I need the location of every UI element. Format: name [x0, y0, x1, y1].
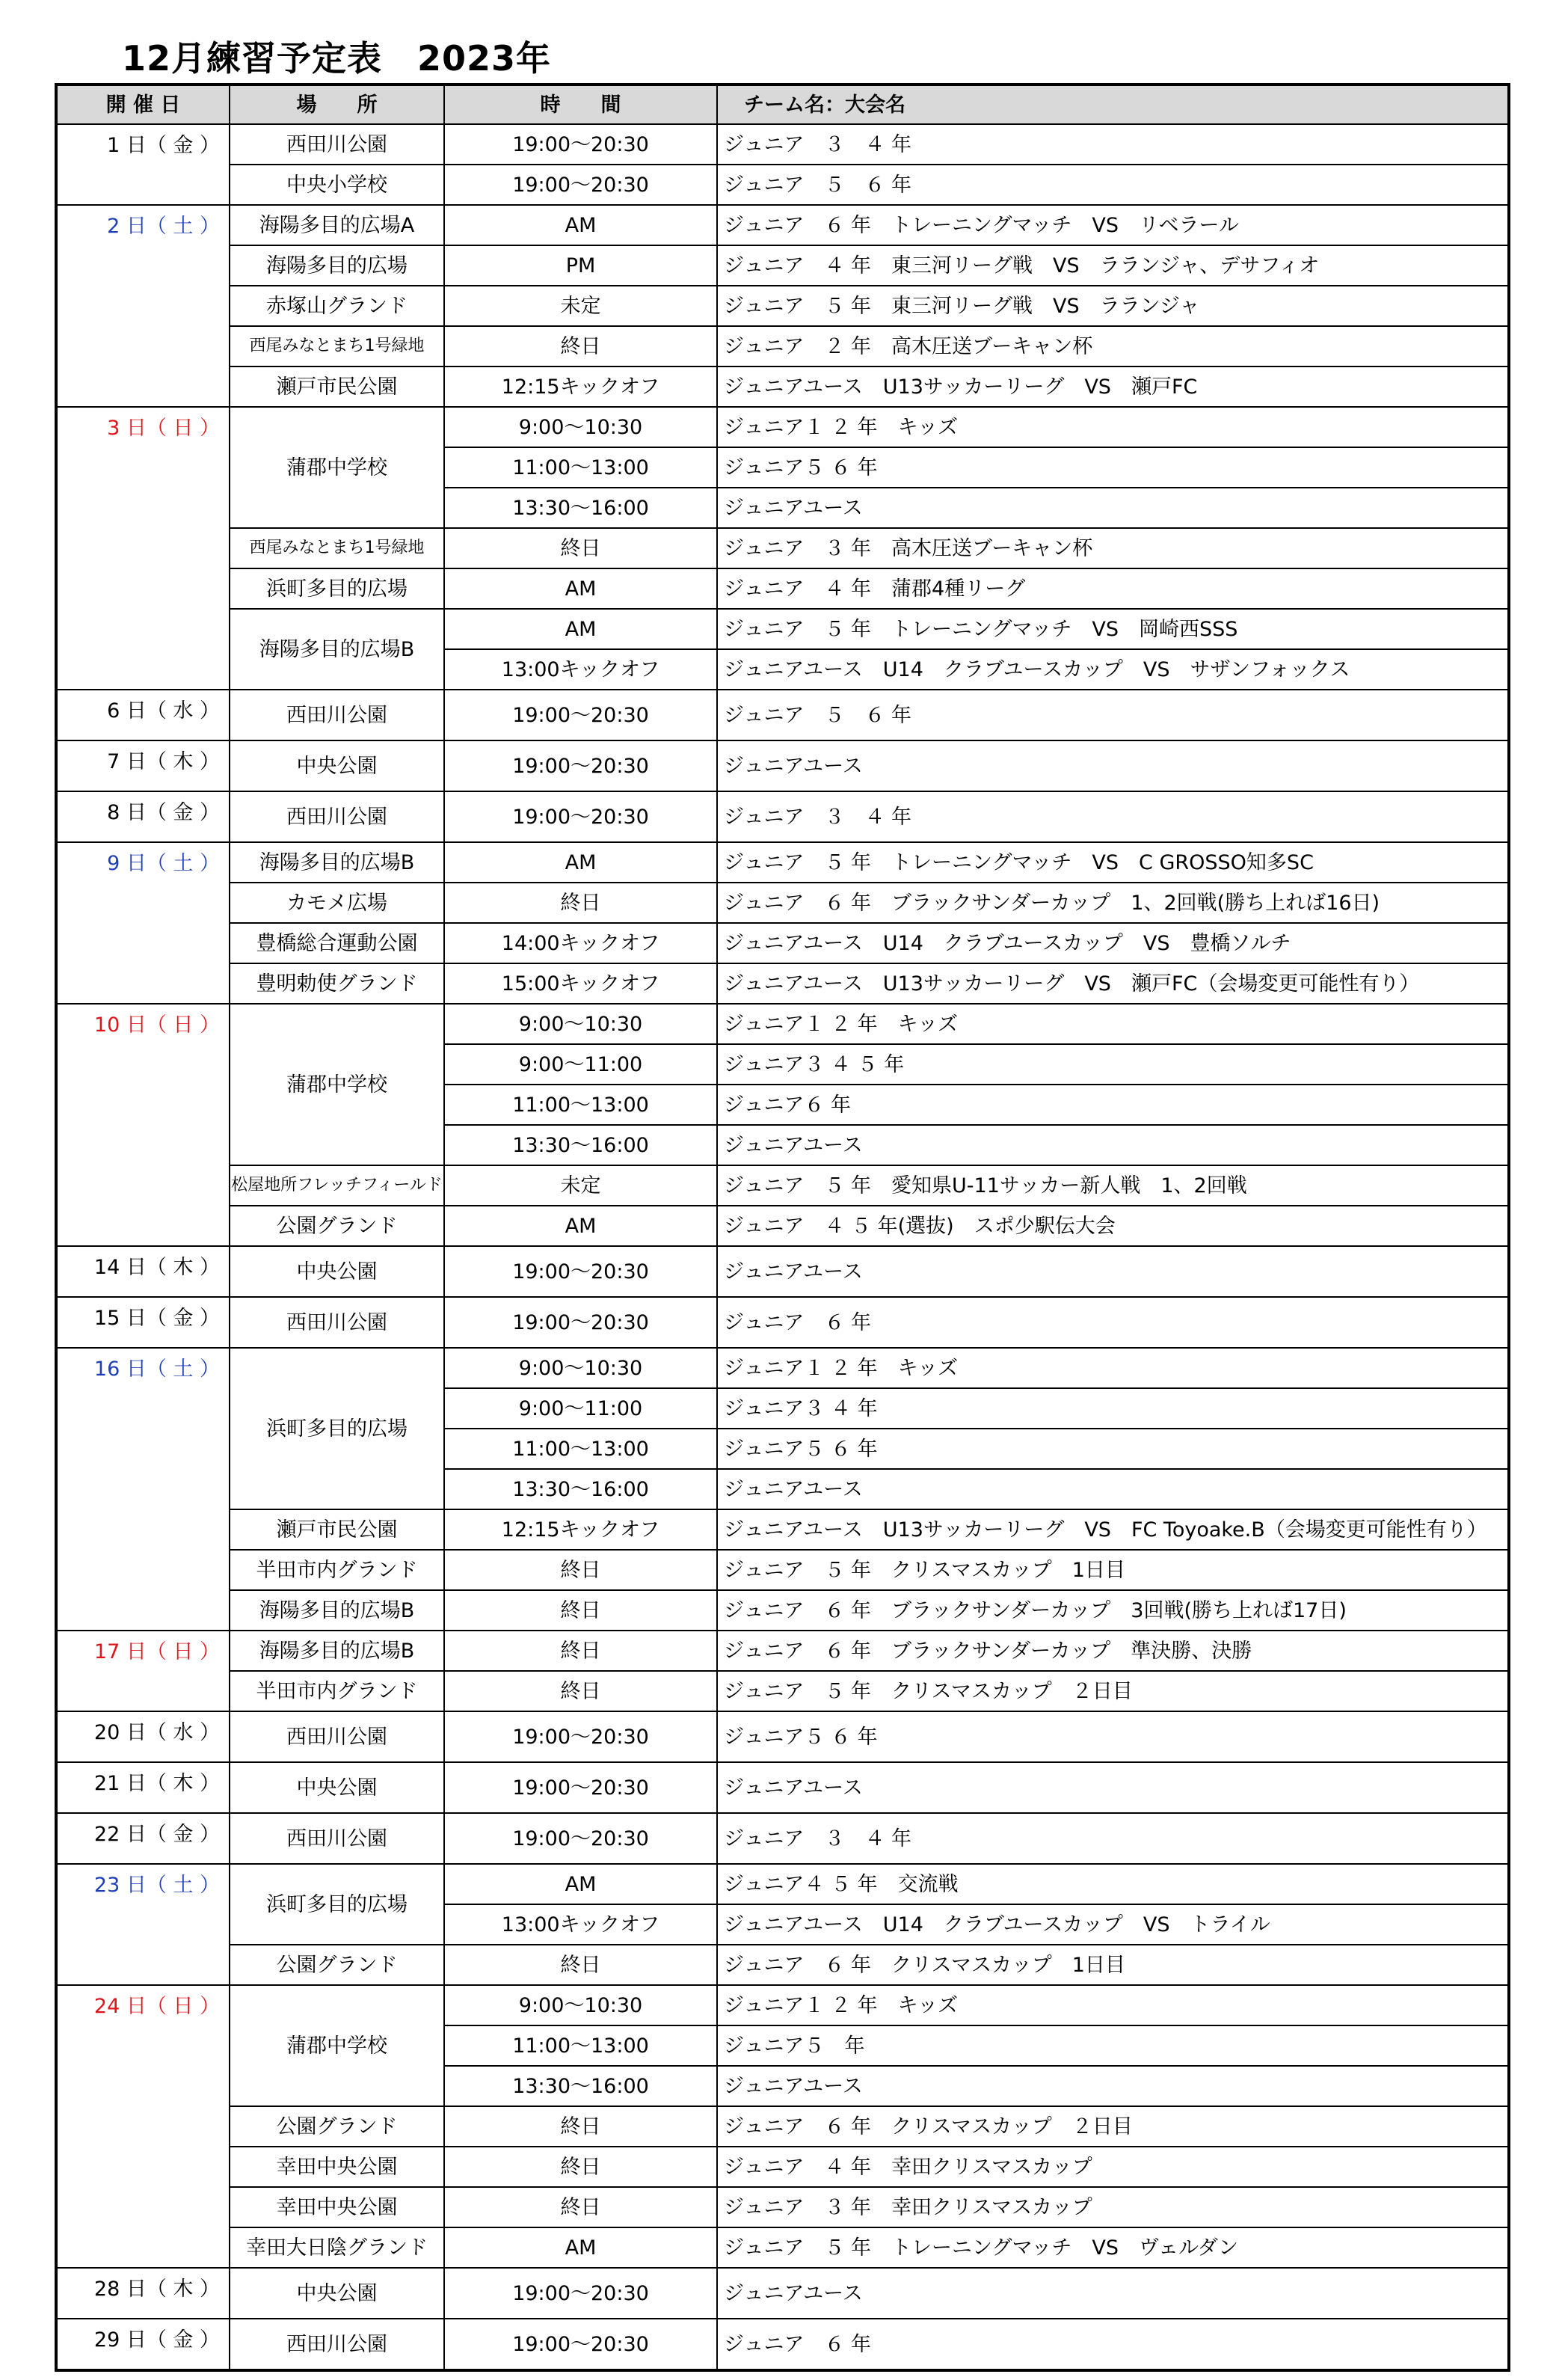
date-cell: 9 日（ 土 ）	[56, 842, 230, 1004]
time-cell: 15:00キックオフ	[444, 963, 717, 1004]
time-cell: 11:00～13:00	[444, 1429, 717, 1469]
team-event-cell: ジュニア６ 年	[717, 1085, 1509, 1125]
date-cell: 15 日（ 金 ）	[56, 1297, 230, 1348]
practice-schedule-table	[55, 83, 1510, 2372]
time-cell: 終日	[444, 528, 717, 568]
team-event-cell: ジュニア ５ 年 トレーニングマッチ VS C GROSSO知多SC	[717, 842, 1509, 883]
time-cell: 19:00～20:30	[444, 1246, 717, 1297]
table-row	[56, 124, 1509, 165]
team-event-cell: ジュニア ５ 年 クリスマスカップ ２日目	[717, 1671, 1509, 1711]
time-cell: 終日	[444, 326, 717, 366]
venue-cell: 浜町多目的広場	[230, 1348, 444, 1509]
team-event-cell: ジュニア ５ 年 トレーニングマッチ VS 岡崎西SSS	[717, 609, 1509, 649]
date-cell: 20 日（ 水 ）	[56, 1711, 230, 1762]
venue-cell: 公園グランド	[230, 1206, 444, 1246]
date-cell: 24 日（ 日 ）	[56, 1985, 230, 2268]
team-event-cell: ジュニア ６ 年 トレーニングマッチ VS リベラール	[717, 205, 1509, 245]
table-row	[56, 2106, 1509, 2147]
time-cell: 13:30～16:00	[444, 488, 717, 528]
time-cell: 13:00キックオフ	[444, 649, 717, 690]
time-cell: 12:15キックオフ	[444, 1509, 717, 1550]
table-row	[56, 1348, 1509, 1388]
date-cell: 23 日（ 土 ）	[56, 1864, 230, 1985]
table-row	[56, 1945, 1509, 1985]
table-row	[56, 2187, 1509, 2227]
venue-cell: 瀬戸市民公園	[230, 366, 444, 407]
time-cell: AM	[444, 842, 717, 883]
date-cell: 2 日（ 土 ）	[56, 205, 230, 407]
time-cell: 19:00～20:30	[444, 1762, 717, 1813]
team-event-cell: ジュニア ５ ６ 年	[717, 165, 1509, 205]
team-event-cell: ジュニア ６ 年 ブラックサンダーカップ 1、2回戦(勝ち上れば16日)	[717, 883, 1509, 923]
team-event-cell: ジュニアユース	[717, 1469, 1509, 1509]
table-row	[56, 407, 1509, 447]
table-row	[56, 366, 1509, 407]
venue-cell: 西田川公園	[230, 690, 444, 740]
date-cell: 6 日（ 水 ）	[56, 690, 230, 740]
table-row	[56, 2319, 1509, 2370]
venue-cell: 西田川公園	[230, 1711, 444, 1762]
team-event-cell: ジュニア ５ 年 トレーニングマッチ VS ヴェルダン	[717, 2227, 1509, 2268]
date-cell: 28 日（ 木 ）	[56, 2268, 230, 2319]
table-row	[56, 1631, 1509, 1671]
team-event-cell: ジュニア ４ ５ 年(選抜) スポ少駅伝大会	[717, 1206, 1509, 1246]
time-cell: 11:00～13:00	[444, 2025, 717, 2066]
time-cell: 終日	[444, 883, 717, 923]
venue-cell: 中央公園	[230, 740, 444, 791]
team-event-cell: ジュニア ４ 年 蒲郡4種リーグ	[717, 568, 1509, 609]
table-row	[56, 326, 1509, 366]
venue-cell: 海陽多目的広場B	[230, 842, 444, 883]
table-row	[56, 923, 1509, 963]
venue-cell: 海陽多目的広場B	[230, 1631, 444, 1671]
time-cell: 13:30～16:00	[444, 1469, 717, 1509]
date-cell: 10 日（ 日 ）	[56, 1004, 230, 1246]
venue-cell: 西田川公園	[230, 1813, 444, 1864]
time-cell: 9:00～10:30	[444, 1985, 717, 2025]
venue-cell: 西尾みなとまち1号緑地	[230, 326, 444, 366]
time-cell: 9:00～10:30	[444, 1004, 717, 1044]
date-cell: 29 日（ 金 ）	[56, 2319, 230, 2370]
time-cell: 19:00～20:30	[444, 791, 717, 842]
team-event-cell: ジュニアユース U14 クラブユースカップ VS 豊橋ソルチ	[717, 923, 1509, 963]
team-event-cell: ジュニア１ ２ 年 キッズ	[717, 407, 1509, 447]
venue-cell: 海陽多目的広場A	[230, 205, 444, 245]
team-event-cell: ジュニア ４ 年 幸田クリスマスカップ	[717, 2147, 1509, 2187]
table-row	[56, 1813, 1509, 1864]
team-event-cell: ジュニアユース	[717, 1125, 1509, 1165]
time-cell: 13:30～16:00	[444, 1125, 717, 1165]
venue-cell: 半田市内グランド	[230, 1671, 444, 1711]
header-team: チーム名：大会名	[717, 85, 1509, 124]
venue-cell: 中央公園	[230, 2268, 444, 2319]
team-event-cell: ジュニア ３ 年 高木圧送ブーキャン杯	[717, 528, 1509, 568]
date-cell: 17 日（ 日 ）	[56, 1631, 230, 1711]
time-cell: 9:00～11:00	[444, 1044, 717, 1085]
time-cell: 19:00～20:30	[444, 2268, 717, 2319]
team-event-cell: ジュニア３ ４ ５ 年	[717, 1044, 1509, 1085]
team-event-cell: ジュニアユース U13サッカーリーグ VS 瀬戸FC（会場変更可能性有り）	[717, 963, 1509, 1004]
team-event-cell: ジュニア ６ 年 クリスマスカップ ２日目	[717, 2106, 1509, 2147]
table-row	[56, 2227, 1509, 2268]
venue-cell: 中央公園	[230, 1762, 444, 1813]
table-row	[56, 791, 1509, 842]
team-event-cell: ジュニア３ ４ 年	[717, 1388, 1509, 1429]
team-event-cell: ジュニアユース	[717, 740, 1509, 791]
venue-cell: 豊明勅使グランド	[230, 963, 444, 1004]
venue-cell: 蒲郡中学校	[230, 1985, 444, 2106]
venue-cell: 豊橋総合運動公園	[230, 923, 444, 963]
venue-cell: 蒲郡中学校	[230, 1004, 444, 1165]
team-event-cell: ジュニア５ ６ 年	[717, 1429, 1509, 1469]
venue-cell: 公園グランド	[230, 2106, 444, 2147]
venue-cell: 海陽多目的広場B	[230, 609, 444, 690]
venue-cell: 公園グランド	[230, 1945, 444, 1985]
time-cell: 終日	[444, 1945, 717, 1985]
table-row	[56, 286, 1509, 326]
table-row	[56, 1550, 1509, 1590]
venue-cell: 西田川公園	[230, 791, 444, 842]
team-event-cell: ジュニアユース U13サッカーリーグ VS FC Toyoake.B（会場変更可能性有り）	[717, 1509, 1509, 1550]
time-cell: 19:00～20:30	[444, 124, 717, 165]
table-row	[56, 1509, 1509, 1550]
time-cell: PM	[444, 245, 717, 286]
time-cell: AM	[444, 205, 717, 245]
team-event-cell: ジュニア５ ６ 年	[717, 447, 1509, 488]
team-event-cell: ジュニア１ ２ 年 キッズ	[717, 1348, 1509, 1388]
venue-cell: 浜町多目的広場	[230, 1864, 444, 1945]
header-time: 時 間	[444, 85, 717, 124]
team-event-cell: ジュニア ５ 年 愛知県U-11サッカー新人戦 1、2回戦	[717, 1165, 1509, 1206]
table-row	[56, 963, 1509, 1004]
table-row	[56, 1671, 1509, 1711]
table-row	[56, 2147, 1509, 2187]
team-event-cell: ジュニア５ ６ 年	[717, 1711, 1509, 1762]
team-event-cell: ジュニアユース	[717, 2268, 1509, 2319]
date-cell: 1 日（ 金 ）	[56, 124, 230, 205]
date-cell: 22 日（ 金 ）	[56, 1813, 230, 1864]
table-row	[56, 1864, 1509, 1904]
time-cell: 9:00～11:00	[444, 1388, 717, 1429]
venue-cell: 中央公園	[230, 1246, 444, 1297]
table-row	[56, 165, 1509, 205]
venue-cell: 西田川公園	[230, 2319, 444, 2370]
time-cell: 終日	[444, 1590, 717, 1631]
table-row	[56, 609, 1509, 649]
time-cell: 終日	[444, 2147, 717, 2187]
table-row	[56, 245, 1509, 286]
venue-cell: 幸田大日陰グランド	[230, 2227, 444, 2268]
time-cell: 未定	[444, 1165, 717, 1206]
venue-cell: 瀬戸市民公園	[230, 1509, 444, 1550]
team-event-cell: ジュニア４ ５ 年 交流戦	[717, 1864, 1509, 1904]
time-cell: 19:00～20:30	[444, 1813, 717, 1864]
time-cell: AM	[444, 609, 717, 649]
table-row	[56, 528, 1509, 568]
team-event-cell: ジュニア ６ 年 クリスマスカップ 1日目	[717, 1945, 1509, 1985]
team-event-cell: ジュニア ５ 年 東三河リーグ戦 VS ラランジャ	[717, 286, 1509, 326]
date-cell: 7 日（ 木 ）	[56, 740, 230, 791]
schedule-body	[56, 124, 1509, 2370]
venue-cell: 西田川公園	[230, 1297, 444, 1348]
venue-cell: 海陽多目的広場	[230, 245, 444, 286]
team-event-cell: ジュニア ３ ４ 年	[717, 124, 1509, 165]
table-row	[56, 1590, 1509, 1631]
venue-cell: 半田市内グランド	[230, 1550, 444, 1590]
venue-cell: 中央小学校	[230, 165, 444, 205]
date-cell: 14 日（ 木 ）	[56, 1246, 230, 1297]
team-event-cell: ジュニア ３ ４ 年	[717, 1813, 1509, 1864]
time-cell: 9:00～10:30	[444, 1348, 717, 1388]
table-row	[56, 883, 1509, 923]
venue-cell: 西田川公園	[230, 124, 444, 165]
team-event-cell: ジュニアユース	[717, 2066, 1509, 2106]
table-row	[56, 1711, 1509, 1762]
table-row	[56, 568, 1509, 609]
time-cell: 11:00～13:00	[444, 447, 717, 488]
time-cell: AM	[444, 2227, 717, 2268]
team-event-cell: ジュニアユース	[717, 1246, 1509, 1297]
team-event-cell: ジュニア ６ 年 ブラックサンダーカップ 準決勝、決勝	[717, 1631, 1509, 1671]
team-event-cell: ジュニア１ ２ 年 キッズ	[717, 1004, 1509, 1044]
table-row	[56, 1297, 1509, 1348]
table-row	[56, 690, 1509, 740]
time-cell: 終日	[444, 2106, 717, 2147]
team-event-cell: ジュニア ６ 年	[717, 1297, 1509, 1348]
time-cell: AM	[444, 1206, 717, 1246]
time-cell: 13:30～16:00	[444, 2066, 717, 2106]
team-event-cell: ジュニア ３ 年 幸田クリスマスカップ	[717, 2187, 1509, 2227]
time-cell: 終日	[444, 1550, 717, 1590]
time-cell: 19:00～20:30	[444, 2319, 717, 2370]
team-event-cell: ジュニア５ 年	[717, 2025, 1509, 2066]
page-title: 12月練習予定表 2023年	[122, 38, 552, 79]
table-row	[56, 842, 1509, 883]
time-cell: 14:00キックオフ	[444, 923, 717, 963]
time-cell: 終日	[444, 2187, 717, 2227]
team-event-cell: ジュニア ３ ４ 年	[717, 791, 1509, 842]
time-cell: 11:00～13:00	[444, 1085, 717, 1125]
team-event-cell: ジュニア ６ 年 ブラックサンダーカップ 3回戦(勝ち上れば17日)	[717, 1590, 1509, 1631]
time-cell: AM	[444, 568, 717, 609]
team-event-cell: ジュニアユース	[717, 488, 1509, 528]
time-cell: 終日	[444, 1631, 717, 1671]
time-cell: 19:00～20:30	[444, 740, 717, 791]
table-row	[56, 2268, 1509, 2319]
table-row	[56, 1985, 1509, 2025]
venue-cell: 幸田中央公園	[230, 2147, 444, 2187]
team-event-cell: ジュニア ６ 年	[717, 2319, 1509, 2370]
time-cell: 12:15キックオフ	[444, 366, 717, 407]
time-cell: 19:00～20:30	[444, 1711, 717, 1762]
header-date: 開 催 日	[56, 85, 230, 124]
table-row	[56, 1165, 1509, 1206]
table-row	[56, 740, 1509, 791]
time-cell: 19:00～20:30	[444, 690, 717, 740]
team-event-cell: ジュニアユース U14 クラブユースカップ VS サザンフォックス	[717, 649, 1509, 690]
team-event-cell: ジュニア ４ 年 東三河リーグ戦 VS ラランジャ、デサフィオ	[717, 245, 1509, 286]
team-event-cell: ジュニア ２ 年 高木圧送ブーキャン杯	[717, 326, 1509, 366]
venue-cell: 浜町多目的広場	[230, 568, 444, 609]
date-cell: 8 日（ 金 ）	[56, 791, 230, 842]
date-cell: 21 日（ 木 ）	[56, 1762, 230, 1813]
table-row	[56, 1246, 1509, 1297]
time-cell: AM	[444, 1864, 717, 1904]
team-event-cell: ジュニア ５ ６ 年	[717, 690, 1509, 740]
header-row	[56, 85, 1509, 124]
venue-cell: 松屋地所フレッチフィールド	[230, 1165, 444, 1206]
time-cell: 9:00～10:30	[444, 407, 717, 447]
venue-cell: 幸田中央公園	[230, 2187, 444, 2227]
time-cell: 未定	[444, 286, 717, 326]
time-cell: 終日	[444, 1671, 717, 1711]
venue-cell: 海陽多目的広場B	[230, 1590, 444, 1631]
team-event-cell: ジュニア１ ２ 年 キッズ	[717, 1985, 1509, 2025]
team-event-cell: ジュニア ５ 年 クリスマスカップ 1日目	[717, 1550, 1509, 1590]
table-row	[56, 205, 1509, 245]
date-cell: 16 日（ 土 ）	[56, 1348, 230, 1631]
venue-cell: 西尾みなとまち1号緑地	[230, 528, 444, 568]
team-event-cell: ジュニアユース U13サッカーリーグ VS 瀬戸FC	[717, 366, 1509, 407]
time-cell: 13:00キックオフ	[444, 1904, 717, 1945]
time-cell: 19:00～20:30	[444, 165, 717, 205]
table-row	[56, 1004, 1509, 1044]
venue-cell: 赤塚山グランド	[230, 286, 444, 326]
table-row	[56, 1762, 1509, 1813]
venue-cell: カモメ広場	[230, 883, 444, 923]
venue-cell: 蒲郡中学校	[230, 407, 444, 528]
team-event-cell: ジュニアユース	[717, 1762, 1509, 1813]
team-event-cell: ジュニアユース U14 クラブユースカップ VS トライル	[717, 1904, 1509, 1945]
date-cell: 3 日（ 日 ）	[56, 407, 230, 690]
header-venue: 場 所	[230, 85, 444, 124]
time-cell: 19:00～20:30	[444, 1297, 717, 1348]
table-row	[56, 1206, 1509, 1246]
